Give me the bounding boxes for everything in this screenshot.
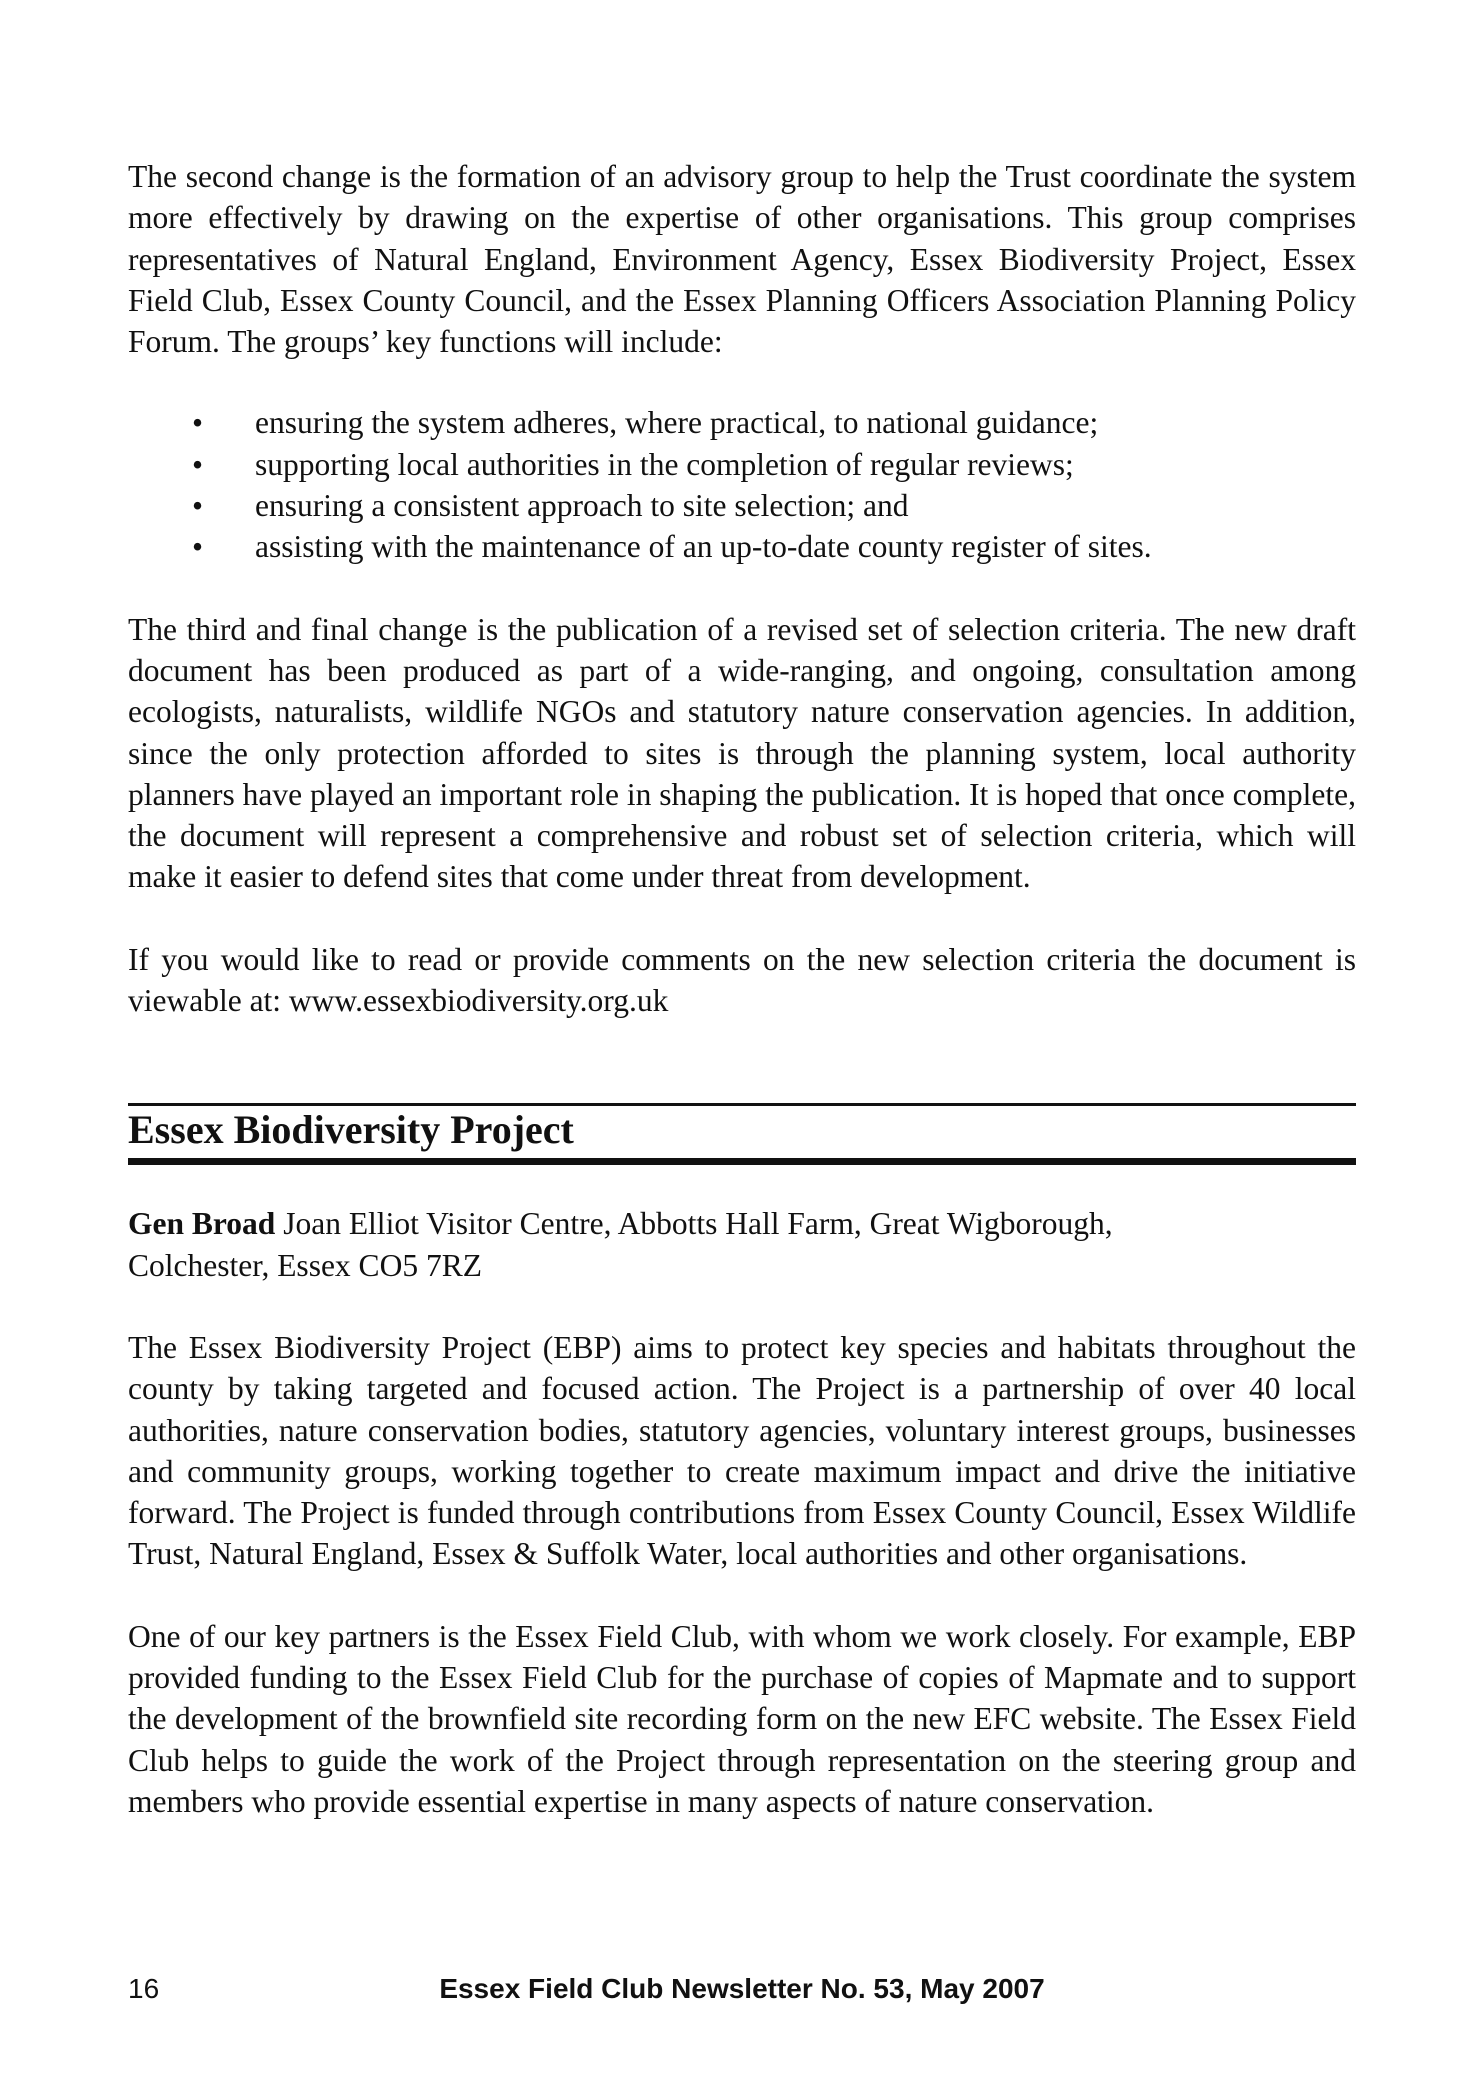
comments-paragraph: If you would like to read or provide comments on the new selection criteria the document is viewable at: www.essexbiodiversity.org.uk <box>128 941 1356 1019</box>
author-name: Gen Broad <box>128 1206 276 1242</box>
key-partners-paragraph: One of our key partners is the Essex Field Club, with whom we work closely. For example, EBP provided funding to the Essex Field Club for the purchase of copies of Mapmate and to support the development of the brownfield site recording form on the new EFC website. The Essex Field Club helps to guide the work of the Project through representation on the steering group and members who provide essential expertise in many aspects of nature conservation. <box>128 1618 1356 1819</box>
address-line-2: Colchester, Essex CO5 7RZ <box>128 1247 482 1283</box>
section-title: Essex Biodiversity Project <box>128 1107 574 1153</box>
list-item-text: assisting with the maintenance of an up-to-date county register of sites. <box>255 529 1152 565</box>
list-item-text: supporting local authorities in the completion of regular reviews; <box>255 446 1074 482</box>
author-address <box>128 1203 1356 1286</box>
bullet-icon: • <box>192 529 204 565</box>
selection-criteria-paragraph: The third and final change is the publication of a revised set of selection criteria. The new draft document has been produced as part of a wide-ranging, and ongoing, consultation among ecologists, naturalists, wildlife NGOs and statutory nature conservation agencies. In addition, since the only protection afforded to sites is through the planning system, local authority planners have played an important role in shaping the publication. It is hoped that once complete, the document will represent a comprehensive and robust set of selection criteria, which will make it easier to defend sites that come under threat from development. <box>128 611 1356 895</box>
list-item <box>128 485 1356 526</box>
bullet-icon: • <box>192 446 204 482</box>
list-item <box>128 526 1356 567</box>
ebp-aims-paragraph: The Essex Biodiversity Project (EBP) aims to protect key species and habitats throughout the county by taking targeted and focused action. The Project is a partnership of over 40 local authorities, nature conservation bodies, statutory agencies, voluntary interest groups, businesses and community groups, working together to create maximum impact and drive the initiative forward. The Project is funded through contributions from Essex County Council, Essex Wildlife Trust, Natural England, Essex & Suffolk Water, local authorities and other organisations. <box>128 1329 1356 1572</box>
address-line-1: Joan Elliot Visitor Centre, Abbotts Hall Farm, Great Wigborough, <box>275 1206 1113 1242</box>
advisory-group-paragraph: The second change is the formation of an advisory group to help the Trust coordinate the system more effectively by drawing on the expertise of other organisations. This group comprises representatives of Natural England, Environment Agency, Essex Biodiversity Project, Essex Field Club, Essex County Council, and the Essex Planning Officers Association Planning Policy Forum. The groups’ key functions will include: <box>128 159 1356 360</box>
bullet-icon: • <box>192 405 204 441</box>
publication-title: Essex Field Club Newsletter No. 53, May 2007 <box>439 1973 1045 2004</box>
key-functions-list <box>128 402 1356 567</box>
list-item <box>128 444 1356 485</box>
list-item-text: ensuring a consistent approach to site selection; and <box>255 488 909 524</box>
section-header <box>128 1103 1356 1165</box>
page-number: 16 <box>128 1973 160 2004</box>
newsletter-page <box>128 156 1356 1822</box>
bullet-icon: • <box>192 488 204 524</box>
list-item-text: ensuring the system adheres, where practical, to national guidance; <box>255 405 1099 441</box>
list-item <box>128 402 1356 443</box>
